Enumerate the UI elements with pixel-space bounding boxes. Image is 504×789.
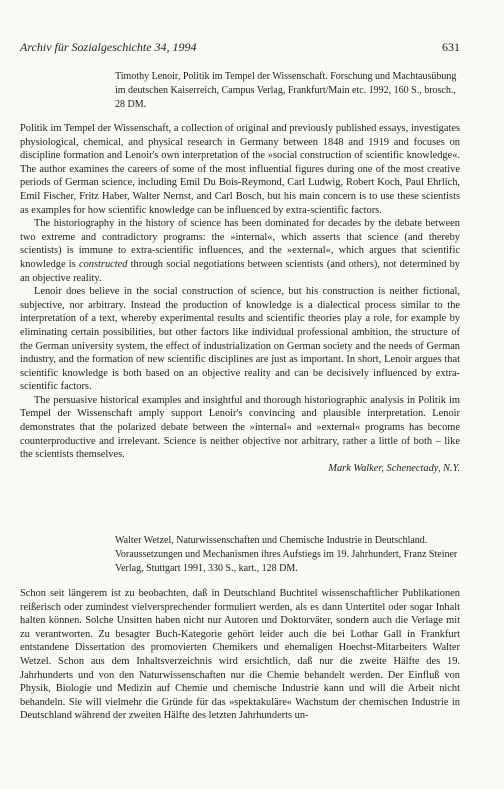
emphasized-word: constructed [78,258,128,270]
review-2-reference: Walter Wetzel, Naturwissenschaften und Chemische Industrie in Deutschland. Voraussetzungen und Mechanismen ihres Aufstiegs im 19. Jahrhundert, Franz Steiner Verlag, Stuttgart 1991, 330 S., kart., 128 DM. [115,535,458,574]
review-2-body [20,587,460,723]
review-2-paragraph-1: Schon seit längerem ist zu beobachten, daß in Deutschland Buchtitel wissenschaftlicher Publikationen reißerisch oder zumindest vielversprechender formuliert werden, als es dann Untertitel oder sogar Inhalt halten können. Solche Unsitten haben nicht nur Autoren und Doktorväter, sondern auch die Verlage mit zu verantworten. Zu besagter Buch-Kategorie gehört leider auch die bei Lothar Gall in Frankfurt entstandene Dissertation des promovierten Chemikers und ehemaligen Hoechst-Mitarbeiters Walter Wetzel. Schon aus dem Inhaltsverzeichnis wird ersichtlich, daß nur die zweite Hälfte des 19. Jahrhunderts und von den Naturwissenschaften nur die Chemie behandelt werden. Der Einfluß von Physik, Biologie und Medizin auf Chemie und chemische Industrie kann und will die Arbeit nicht behandeln. Sie will vielmehr die Gründe für das »spektakuläre« Wachstum der chemischen Industrie in Deutschland während der zweiten Hälfte des letzten Jahrhunderts un- [20,588,460,722]
review-1-paragraph-3: Lenoir does believe in the social construction of science, but his construction is neither fictional, subjective, nor arbitrary. Instead the production of knowledge is a dialectical process similar to the interpretation of a text, whereby experimental results and scientific theories play a role, for example by eliminating certain possibilities, but other factors like individual professional ambition, the structure of the German university system, the effect of industrialization on German society and the needs of German industry, and the formation of new scientific disciplines are just as important. In short, Lenoir argues that scientific knowledge is both based on an objective reality and can be decisively influenced by extra-scientific factors. [20,286,460,393]
review-1-paragraph-1: Politik im Tempel der Wissenschaft, a collection of original and previously published essays, investigates physiological, chemical, and physical research in Germany between 1848 and 1919 and focuses on discipline formation and Lenoir's own interpretation of the »social construction of scientific knowledge«. The author examines the careers of some of the most influential figures during one of the most creative periods of German science, including Emil Du Bois-Reymond, Carl Ludwig, Robert Koch, Paul Ehrlich, Emil Fischer, Fritz Haber, Walter Nernst, and Carl Bosch, but his main concern is to use these scientists as examples for how scientific knowledge can be influenced by extra-scientific factors. [20,123,460,216]
page-number: 631 [442,40,460,54]
review-1-paragraph-4: The persuasive historical examples and insightful and thorough historiographic analysis in Politik im Tempel der Wissenschaft amply support Lenoir's convincing and plausible interpretation. Lenoir demonstrates that the polarized debate between the »internal« and »external« programs has become counterproductive and irrelevant. Science is neither objective nor arbitrary, rather a little of both – like the scientists themselves. [20,394,460,461]
journal-title: Archiv für Sozialgeschichte 34, 1994 [20,40,197,54]
running-header [20,40,460,55]
paragraph-text: through social negotiations between scientists (and others), not determined by an objective reality. [20,258,460,284]
review-1-reference: Timothy Lenoir, Politik im Tempel der Wissenschaft. Forschung und Machtausübung im deutschen Kaiserreich, Campus Verlag, Frankfurt/Main etc. 1992, 160 S., brosch., 28 DM. [115,71,457,110]
review-1-body [20,122,460,475]
reviewer-signature: Mark Walker, Schenectady, N.Y. [328,462,460,474]
review-1-paragraph-2 [20,217,460,285]
paragraph-text: The historiography in the history of science has been dominated for decades by the debate between two extreme and contradictory programs: the »internal«, which asserts that science (and thereby scientists) is immune to extra-scientific influences, and the »external«, which argues that scientific knowledge is [20,218,460,270]
